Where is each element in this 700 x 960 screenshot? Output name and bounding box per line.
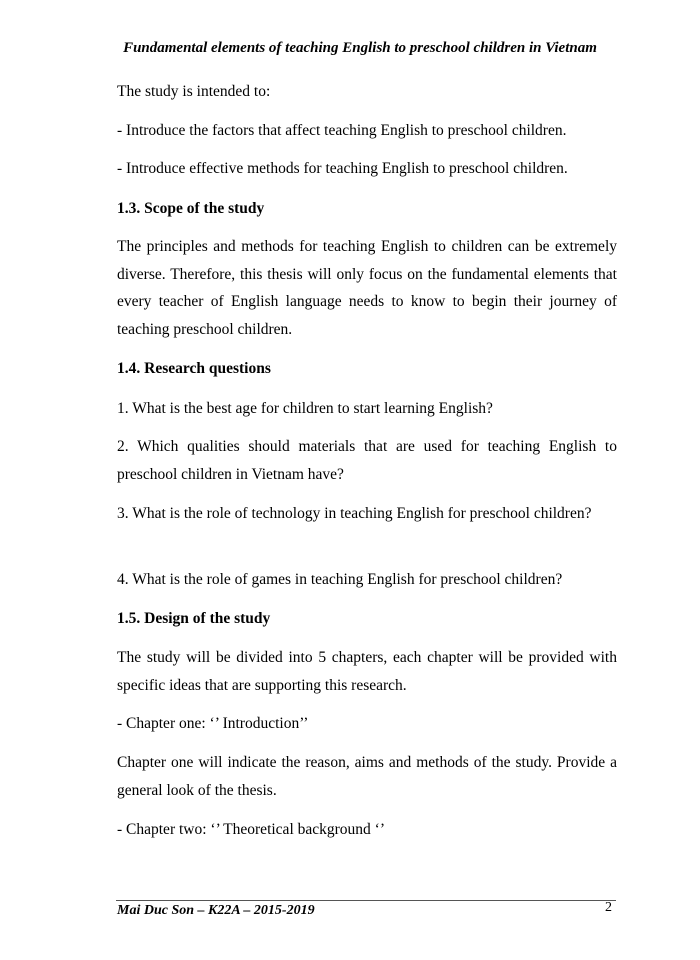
section-heading-scope: 1.3. Scope of the study (117, 200, 265, 217)
running-header: Fundamental elements of teaching English to preschool children in Vietnam (123, 40, 597, 56)
footer-author: Mai Duc Son – K22A – 2015-2019 (117, 903, 315, 918)
aim-item-1: - Introduce the factors that affect teaching English to preschool children. (117, 122, 567, 139)
research-question-2: 2. Which qualities should materials that are used for teaching English to preschool children in Vietnam have? (117, 438, 617, 483)
chapter-two-heading: - Chapter two: ‘’ Theoretical background ‘’ (117, 821, 385, 838)
research-question-4: 4. What is the role of games in teaching English for preschool children? (117, 571, 563, 588)
chapter-one-heading: - Chapter one: ‘’ Introduction’’ (117, 715, 309, 732)
aim-item-2: - Introduce effective methods for teaching English to preschool children. (117, 160, 568, 177)
research-question-1: 1. What is the best age for children to start learning English? (117, 400, 493, 417)
scope-paragraph: The principles and methods for teaching English to children can be extremely diverse. Therefore, this thesis will only focus on the fundamental elements that every teacher of English language needs to know to begin their journey of teaching preschool children. (117, 238, 617, 338)
intro-line: The study is intended to: (117, 83, 271, 100)
section-heading-design: 1.5. Design of the study (117, 610, 271, 627)
page-number: 2 (605, 900, 612, 915)
design-paragraph: The study will be divided into 5 chapters, each chapter will be provided with specific ideas that are supporting this research. (117, 649, 617, 694)
chapter-one-paragraph: Chapter one will indicate the reason, aims and methods of the study. Provide a general look of the thesis. (117, 754, 617, 799)
section-heading-research-questions: 1.4. Research questions (117, 360, 271, 377)
research-question-3: 3. What is the role of technology in teaching English for preschool children? (117, 505, 592, 522)
footer-divider (116, 900, 616, 901)
